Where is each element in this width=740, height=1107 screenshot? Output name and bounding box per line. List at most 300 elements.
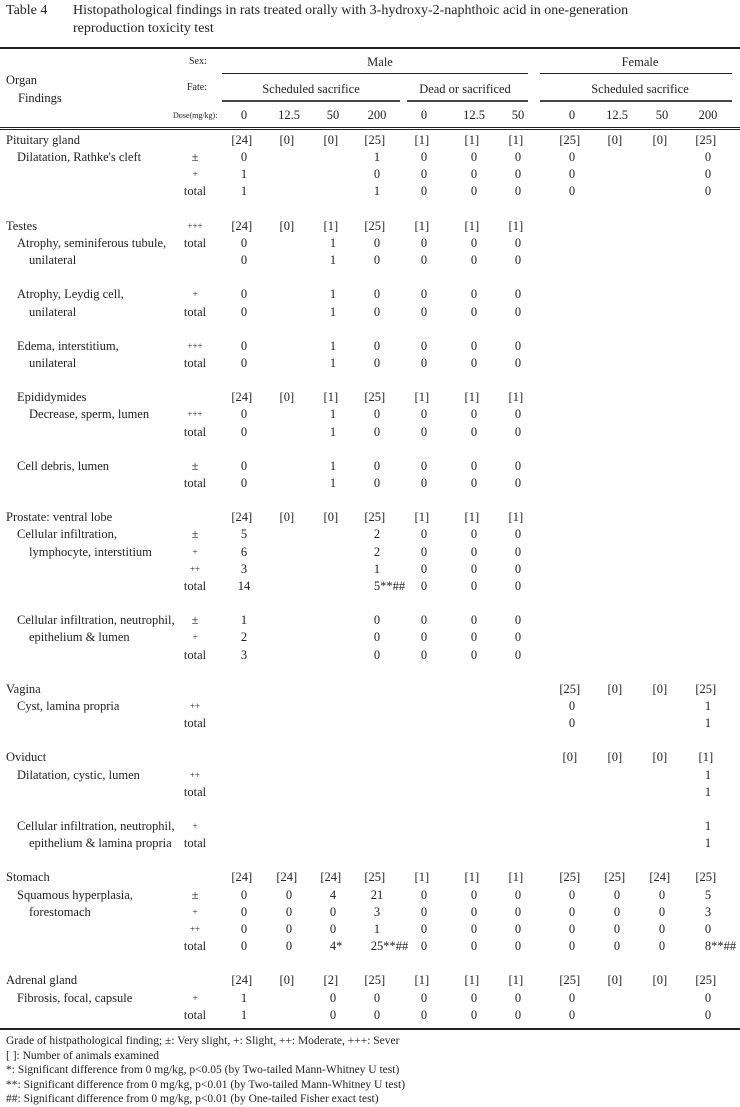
value-cell: 0	[514, 1007, 522, 1022]
value-cell: 0	[514, 424, 522, 439]
grade-label: total	[183, 184, 207, 199]
value-cell: 1	[240, 167, 248, 182]
value-cell: 1	[704, 767, 712, 782]
value-cell: [1]	[414, 133, 430, 147]
footnote-double-hash: ##: Significant difference from 0 mg/kg, p<0.01 (by One-tailed Fisher exact test)	[6, 1093, 379, 1105]
value-cell: 1	[704, 819, 712, 833]
table-row	[0, 475, 740, 492]
value-cell: [1]	[323, 390, 339, 405]
organ-name: Adrenal gland	[6, 973, 78, 988]
grade-label: +++	[187, 340, 203, 351]
table-row	[0, 321, 740, 338]
dose-column-header: 50	[511, 108, 525, 122]
finding-name: Cyst, lamina propria	[17, 698, 120, 713]
grade-label: total	[183, 647, 207, 662]
grade-label: +	[192, 906, 198, 917]
grade-label: total	[183, 476, 207, 490]
table-row	[0, 424, 740, 441]
table-row	[0, 166, 740, 183]
value-cell: 1	[373, 150, 381, 165]
finding-name: Epididymides	[17, 390, 87, 405]
table-row	[0, 818, 740, 835]
value-cell: 0	[240, 887, 248, 902]
value-cell: 0	[373, 355, 381, 370]
value-cell: 0	[373, 304, 381, 319]
value-cell: 0	[470, 544, 478, 559]
value-cell: 0	[373, 235, 381, 250]
value-cell: 0	[420, 578, 428, 593]
value-cell: 4*	[329, 939, 343, 954]
footnote-grade: Grade of histpathological finding; ±: Very slight, +: Slight, ++: Moderate, +++: Sever	[6, 1035, 400, 1047]
value-cell: 0	[704, 1007, 712, 1022]
table-title-line2: reproduction toxicity test	[73, 21, 214, 36]
table-row	[0, 252, 740, 269]
table-row	[0, 749, 740, 766]
table-row	[0, 887, 740, 904]
value-cell: 0	[329, 1007, 337, 1022]
value-cell: 0	[470, 424, 478, 439]
value-cell: 3	[704, 904, 712, 919]
value-cell: 0	[568, 887, 576, 902]
female-rule	[540, 73, 732, 74]
value-cell: [1]	[508, 133, 524, 147]
value-cell: 2	[373, 544, 381, 559]
dose-column-header: 12.5	[463, 108, 485, 122]
value-cell: 1	[329, 458, 337, 473]
bottom-rule	[0, 1028, 740, 1030]
value-cell: [0]	[323, 510, 339, 525]
value-cell: [1]	[414, 218, 430, 233]
grade-label: +	[192, 289, 198, 300]
value-cell: 0	[240, 939, 248, 954]
table-row	[0, 904, 740, 921]
value-cell: [1]	[414, 870, 430, 885]
female-scheduled-header: Scheduled sacrifice	[591, 82, 689, 96]
grade-label: total	[183, 578, 207, 593]
dose-column-header: 12.5	[606, 108, 628, 122]
value-cell: 0	[420, 939, 428, 954]
dose-column-header: 50	[655, 108, 669, 122]
value-cell: 0	[420, 561, 428, 576]
grade-label: ++	[189, 769, 201, 780]
value-cell: 0	[514, 253, 522, 268]
table-row	[0, 458, 740, 475]
value-cell: 0	[470, 990, 478, 1005]
value-cell: 0	[420, 167, 428, 182]
value-cell: 0	[514, 235, 522, 250]
value-cell: [1]	[508, 973, 524, 988]
dose-column-header: 12.5	[278, 108, 300, 122]
table-row	[0, 955, 740, 972]
value-cell: 5	[240, 527, 248, 542]
value-cell: 0	[470, 167, 478, 182]
value-cell: 0	[373, 407, 381, 422]
table-row	[0, 304, 740, 321]
table-row	[0, 972, 740, 989]
value-cell: 0	[568, 921, 576, 936]
value-cell: 0	[420, 527, 428, 542]
value-cell: [25]	[695, 973, 717, 988]
table-row	[0, 578, 740, 595]
value-cell: [1]	[464, 870, 480, 885]
value-cell: 0	[470, 904, 478, 919]
value-cell: 0	[514, 544, 522, 559]
value-cell: [1]	[414, 973, 430, 988]
value-cell: 0	[240, 355, 248, 370]
value-cell: 0	[420, 647, 428, 662]
value-cell: 1	[704, 836, 712, 851]
table-row	[0, 149, 740, 166]
value-cell: 0	[514, 613, 522, 628]
organ-name: Testes	[6, 218, 38, 233]
value-cell: 0	[470, 355, 478, 370]
table-row	[0, 647, 740, 664]
value-cell: [0]	[607, 681, 623, 696]
organ-label: Organ	[6, 73, 38, 87]
value-cell: 0	[373, 458, 381, 473]
table-row	[0, 441, 740, 458]
value-cell: 0	[470, 527, 478, 542]
value-cell: 0	[285, 939, 293, 954]
dose-column-header: 0	[240, 108, 248, 122]
finding-name: forestomach	[29, 904, 91, 919]
value-cell: 0	[420, 355, 428, 370]
value-cell: [0]	[652, 681, 668, 696]
value-cell: 1	[373, 561, 381, 576]
table-row	[0, 681, 740, 698]
finding-name: unilateral	[29, 304, 77, 319]
value-cell: 0	[514, 355, 522, 370]
value-cell: 8**##	[704, 939, 737, 954]
value-cell: 0	[658, 921, 666, 936]
value-cell: 0	[420, 407, 428, 422]
value-cell: 0	[470, 338, 478, 353]
value-cell: 21	[370, 887, 384, 902]
value-cell: 1	[329, 424, 337, 439]
table-row	[0, 355, 740, 372]
male-dead-rule	[407, 100, 528, 102]
value-cell: [2]	[323, 973, 339, 988]
value-cell: 1	[240, 990, 248, 1005]
value-cell: [24]	[231, 218, 253, 233]
value-cell: [24]	[231, 133, 253, 147]
value-cell: 3	[373, 904, 381, 919]
value-cell: 14	[237, 578, 251, 593]
value-cell: [0]	[323, 133, 339, 147]
value-cell: [1]	[508, 870, 524, 885]
value-cell: 0	[240, 921, 248, 936]
value-cell: 0	[240, 424, 248, 439]
value-cell: 1	[329, 253, 337, 268]
value-cell: 0	[470, 287, 478, 302]
finding-name: Cellular infiltration, neutrophil,	[17, 819, 175, 833]
value-cell: 0	[329, 904, 337, 919]
value-cell: 1	[329, 304, 337, 319]
grade-label: ++	[189, 563, 201, 574]
value-cell: [0]	[279, 390, 295, 405]
finding-name: Atrophy, Leydig cell,	[17, 287, 124, 302]
table-row	[0, 629, 740, 646]
table-row	[0, 698, 740, 715]
sex-label: Sex:	[189, 56, 207, 67]
footnotes	[6, 1034, 405, 1107]
dose-label: Dose(mg/kg):	[173, 111, 218, 120]
value-cell: 0	[568, 184, 576, 199]
value-cell: 0	[373, 990, 381, 1005]
table-row	[0, 1007, 740, 1024]
grade-label: total	[183, 836, 207, 851]
value-cell: 0	[240, 476, 248, 490]
grade-label: ++	[189, 700, 201, 711]
finding-name: Decrease, sperm, lumen	[29, 407, 150, 422]
grade-label: +	[192, 169, 198, 180]
value-cell: 0	[373, 287, 381, 302]
grade-label: total	[183, 355, 207, 370]
dose-column-header: 0	[420, 108, 428, 122]
finding-name: epithelium & lamina propria	[29, 836, 172, 851]
value-cell: 0	[514, 561, 522, 576]
value-cell: 0	[373, 647, 381, 662]
value-cell: [0]	[607, 133, 623, 147]
value-cell: [0]	[279, 510, 295, 525]
grade-label: total	[183, 235, 207, 250]
value-cell: 0	[568, 1007, 576, 1022]
value-cell: 0	[373, 167, 381, 182]
value-cell: 0	[470, 304, 478, 319]
value-cell: 0	[240, 407, 248, 422]
male-dead-header: Dead or sacrificed	[419, 82, 511, 96]
table-row	[0, 492, 740, 509]
finding-name: Dilatation, cystic, lumen	[17, 767, 140, 782]
value-cell: 0	[470, 1007, 478, 1022]
finding-name: unilateral	[29, 253, 77, 268]
value-cell: 0	[514, 887, 522, 902]
value-cell: 1	[240, 613, 248, 628]
value-cell: [25]	[559, 870, 581, 885]
male-scheduled-header: Scheduled sacrifice	[262, 82, 360, 96]
grade-label: ±	[191, 150, 199, 165]
grade-label: ±	[191, 527, 199, 542]
value-cell: [1]	[508, 218, 524, 233]
male-scheduled-rule	[222, 100, 400, 102]
value-cell: 0	[514, 921, 522, 936]
value-cell: [0]	[607, 750, 623, 765]
value-cell: [25]	[364, 218, 386, 233]
value-cell: [25]	[695, 133, 717, 147]
value-cell: 0	[514, 458, 522, 473]
value-cell: 0	[568, 716, 576, 731]
table-row	[0, 869, 740, 886]
table-row	[0, 132, 740, 149]
table-row	[0, 235, 740, 252]
value-cell: 0	[514, 287, 522, 302]
value-cell: [25]	[559, 973, 581, 988]
value-cell: 0	[240, 458, 248, 473]
value-cell: 1	[329, 235, 337, 250]
table-row	[0, 612, 740, 629]
value-cell: 0	[470, 613, 478, 628]
table-row	[0, 338, 740, 355]
finding-name: epithelium & lumen	[29, 630, 130, 645]
value-cell: 0	[704, 184, 712, 199]
finding-name: unilateral	[29, 355, 77, 370]
value-cell: 1	[704, 698, 712, 713]
finding-name: Cell debris, lumen	[17, 458, 109, 473]
grade-label: total	[183, 939, 207, 954]
value-cell: 0	[613, 921, 621, 936]
value-cell: 0	[420, 990, 428, 1005]
value-cell: 0	[514, 630, 522, 645]
table-row	[0, 767, 740, 784]
value-cell: 0	[240, 287, 248, 302]
header-rule-2	[0, 129, 740, 130]
value-cell: 2	[373, 527, 381, 542]
value-cell: 0	[470, 253, 478, 268]
value-cell: [24]	[276, 870, 298, 885]
organ-name: Prostate: ventral lobe	[6, 510, 113, 525]
grade-label: total	[183, 304, 207, 319]
value-cell: 0	[373, 424, 381, 439]
value-cell: [0]	[652, 750, 668, 765]
value-cell: 1	[704, 716, 712, 731]
finding-name: Squamous hyperplasia,	[17, 887, 133, 902]
table-row	[0, 406, 740, 423]
table-row	[0, 664, 740, 681]
table-row	[0, 201, 740, 218]
grade-label: total	[183, 784, 207, 799]
value-cell: 3	[240, 561, 248, 576]
value-cell: 3	[240, 647, 248, 662]
grade-label: +	[192, 546, 198, 557]
value-cell: 1	[329, 338, 337, 353]
value-cell: 0	[329, 990, 337, 1005]
footnote-single-star: *: Significant difference from 0 mg/kg, p<0.05 (by Two-tailed Mann-Whitney U test)	[6, 1064, 400, 1076]
value-cell: 0	[514, 647, 522, 662]
value-cell: [1]	[464, 218, 480, 233]
value-cell: 0	[240, 338, 248, 353]
value-cell: 0	[420, 476, 428, 490]
value-cell: [25]	[559, 133, 581, 147]
table-row	[0, 595, 740, 612]
table-row	[0, 835, 740, 852]
value-cell: 0	[514, 407, 522, 422]
table-row	[0, 544, 740, 561]
finding-name: Dilatation, Rathke's cleft	[17, 150, 142, 165]
finding-name: Cellular infiltration,	[17, 527, 117, 542]
table-title	[6, 2, 736, 38]
table-row	[0, 990, 740, 1007]
value-cell: 0	[470, 561, 478, 576]
fate-label: Fate:	[187, 82, 207, 93]
grade-label: +	[192, 632, 198, 643]
grade-label: ++	[189, 923, 201, 934]
value-cell: 0	[470, 407, 478, 422]
value-cell: 1	[704, 784, 712, 799]
value-cell: [0]	[279, 973, 295, 988]
female-scheduled-rule	[540, 100, 732, 102]
grade-label: +	[192, 821, 198, 831]
value-cell: [25]	[364, 390, 386, 405]
value-cell: [1]	[464, 133, 480, 147]
table-row	[0, 801, 740, 818]
value-cell: 0	[514, 939, 522, 954]
value-cell: [1]	[464, 973, 480, 988]
table-title-line1: Histopathological findings in rats treated orally with 3-hydroxy-2-naphthoic acid in one-generation	[73, 3, 629, 18]
value-cell: 0	[420, 150, 428, 165]
value-cell: [25]	[695, 681, 717, 696]
value-cell: 0	[373, 1007, 381, 1022]
organ-name: Oviduct	[6, 750, 47, 765]
table-row	[0, 389, 740, 406]
grade-label: +++	[187, 220, 203, 231]
value-cell: 1	[329, 476, 337, 490]
table-row	[0, 732, 740, 749]
organ-name: Stomach	[6, 870, 50, 885]
value-cell: 0	[420, 458, 428, 473]
value-cell: [1]	[698, 750, 714, 765]
value-cell: 0	[285, 904, 293, 919]
value-cell: 0	[514, 150, 522, 165]
value-cell: [24]	[231, 973, 253, 988]
grade-label: ±	[191, 613, 199, 628]
table-row	[0, 183, 740, 200]
value-cell: [25]	[695, 870, 717, 885]
value-cell: 0	[470, 150, 478, 165]
value-cell: 0	[420, 613, 428, 628]
value-cell: 5**##	[373, 578, 406, 593]
value-cell: 0	[568, 939, 576, 954]
value-cell: [0]	[652, 133, 668, 147]
table-row	[0, 286, 740, 303]
value-cell: 0	[420, 235, 428, 250]
value-cell: 0	[420, 921, 428, 936]
value-cell: 5	[704, 887, 712, 902]
value-cell: 0	[514, 476, 522, 490]
value-cell: [0]	[562, 750, 578, 765]
value-cell: 2	[240, 630, 248, 645]
value-cell: 0	[514, 304, 522, 319]
finding-name: Cellular infiltration, neutrophil,	[17, 613, 175, 628]
value-cell: [0]	[607, 973, 623, 988]
value-cell: 0	[470, 630, 478, 645]
value-cell: 1	[329, 407, 337, 422]
grade-label: ±	[191, 887, 199, 902]
value-cell: 0	[704, 167, 712, 182]
finding-name: Edema, interstitium,	[17, 338, 119, 353]
organ-name: Pituitary gland	[6, 133, 80, 147]
value-cell: 0	[613, 939, 621, 954]
table-row	[0, 526, 740, 543]
value-cell: [1]	[508, 390, 524, 405]
value-cell: 0	[568, 990, 576, 1005]
grade-label: total	[183, 716, 207, 731]
value-cell: 0	[240, 150, 248, 165]
value-cell: [24]	[320, 870, 342, 885]
value-cell: [0]	[279, 218, 295, 233]
value-cell: 1	[240, 1007, 248, 1022]
value-cell: 0	[470, 235, 478, 250]
value-cell: 0	[420, 184, 428, 199]
table-row	[0, 218, 740, 235]
value-cell: 0	[285, 887, 293, 902]
value-cell: 0	[470, 887, 478, 902]
value-cell: 0	[514, 527, 522, 542]
female-header: Female	[621, 55, 659, 69]
grade-label: ±	[191, 458, 199, 473]
value-cell: 0	[568, 150, 576, 165]
value-cell: 0	[240, 235, 248, 250]
value-cell: 0	[704, 990, 712, 1005]
